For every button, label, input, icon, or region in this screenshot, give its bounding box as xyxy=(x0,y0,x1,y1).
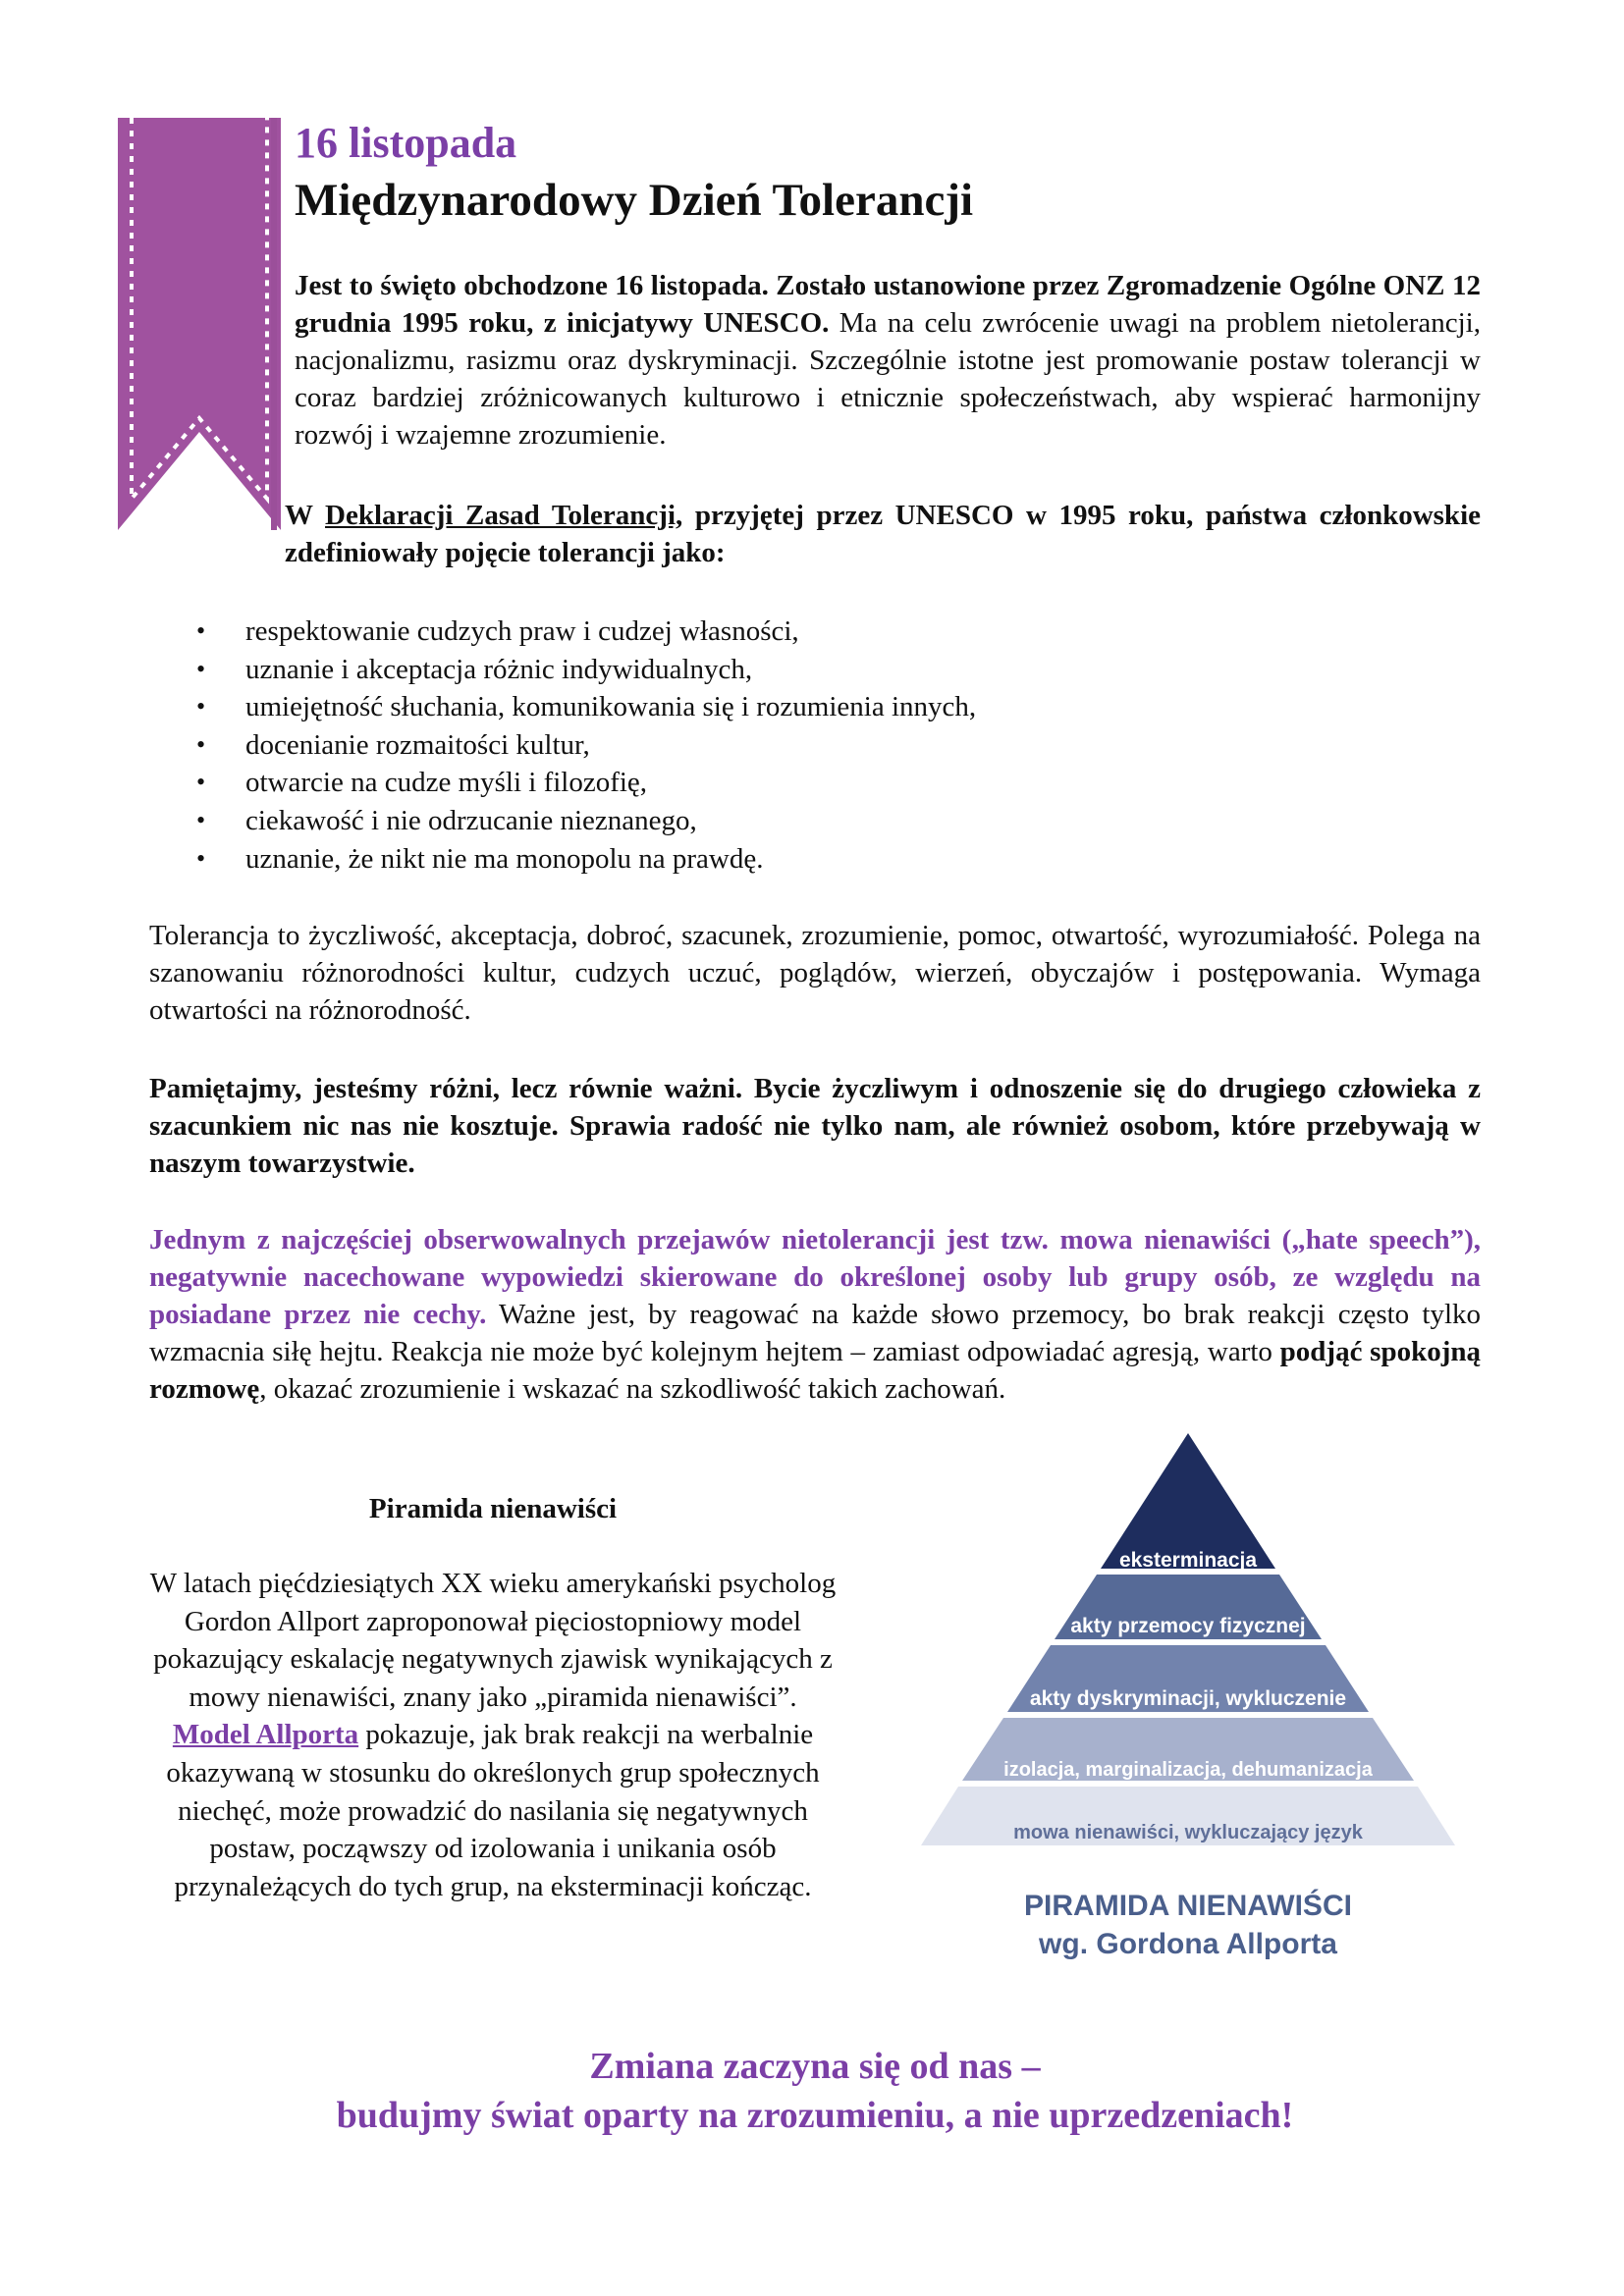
hate-speech-text-2: , okazać zrozumienie i wskazać na szkodliwość takich zachowań. xyxy=(259,1373,1006,1405)
hate-speech-paragraph xyxy=(149,1221,1481,1408)
pyramid-label-2: akty dyskryminacji, wykluczenie xyxy=(1029,1687,1347,1710)
intro-rest-text: Ma na celu zwrócenie uwagi na problem nietolerancji, nacjonalizmu, rasizmu oraz dyskryminacji. Szczególnie istotne jest promowanie postaw tolerancji w coraz bardziej zróżnicowanych kulturowo i etnicznie społeczeństwach, aby wspierać harmonijny rozwój i wzajemne zrozumienie. xyxy=(295,307,1481,451)
pyramid-description xyxy=(149,1565,837,1905)
allport-model-link[interactable]: Model Allporta xyxy=(172,1719,359,1751)
intro-bold-text: Jest to święto obchodzone 16 listopada. Zostało ustanowione przez Zgromadzenie Ogólne ONZ 12 grudnia 1995 roku, z inicjatywy UNESCO. xyxy=(295,270,1481,339)
list-item: • umiejętność słuchania, komunikowania się i rozumienia innych, xyxy=(196,688,976,726)
declaration-suffix: przyjętej przez UNESCO w 1995 roku, państwa członkowskie zdefiniowały pojęcie tolerancji jako: xyxy=(285,500,1481,568)
header xyxy=(295,116,973,230)
pyramid-text-1: W latach pięćdziesiątych XX wieku amerykański psycholog Gordon Allport zaproponował pięciostopniowy model pokazujący eskalację negatywnych zjawisk wynikających z mowy nienawiści, znany jako „piramida nienawiści”. xyxy=(149,1568,837,1713)
intro-paragraph xyxy=(295,267,1481,454)
closing-slogan xyxy=(149,2042,1481,2140)
pyramid-label-0: eksterminacja xyxy=(1118,1549,1258,1572)
list-item: • uznanie, że nikt nie ma monopolu na prawdę. xyxy=(196,840,976,879)
remember-paragraph: Pamiętajmy, jesteśmy różni, lecz równie ważni. Bycie życzliwym i odnoszenie się do drugiego człowieka z szacunkiem nic nas nie kosztuje. Sprawia radość nie tylko nam, ale również osobom, które przebywają w naszym towarzystwie. xyxy=(149,1073,1481,1179)
pyramid-caption-title: PIRAMIDA NIENAWIŚCI xyxy=(1024,1890,1352,1922)
list-item: • ciekawość i nie odrzucanie nieznanego, xyxy=(196,802,976,840)
list-item: • respektowanie cudzych praw i cudzej własności, xyxy=(196,613,976,651)
pyramid-caption-subtitle: wg. Gordona Allporta xyxy=(1039,1928,1337,1960)
list-item: • uznanie i akceptacja różnic indywidualnych, xyxy=(196,651,976,689)
pyramid-label-4: mowa nienawiści, wykluczający język xyxy=(1013,1822,1363,1843)
closing-line-2: budujmy świat oparty na zrozumieniu, a nie uprzedzeniach! xyxy=(336,2095,1294,2136)
closing-line-1: Zmiana zaczyna się od nas – xyxy=(589,2046,1041,2087)
declaration-link[interactable]: Deklaracji Zasad Tolerancji, xyxy=(325,500,683,531)
tolerance-paragraph: Tolerancja to życzliwość, akceptacja, dobroć, szacunek, zrozumienie, pomoc, otwartość, wyrozumiałość. Polega na szanowaniu różnorodności kultur, cudzych uczuć, poglądów, wierzeń, obyczajów i postępowania. Wymaga otwartości na różnorodność. xyxy=(149,920,1481,1026)
declaration-paragraph xyxy=(285,497,1481,571)
hate-pyramid-graphic xyxy=(864,1433,1512,1983)
list-item: • otwarcie na cudze myśli i filozofię, xyxy=(196,764,976,802)
list-item: • docenianie rozmaitości kultur, xyxy=(196,726,976,765)
pyramid-label-1: akty przemocy fizycznej xyxy=(1070,1615,1306,1637)
tolerance-definition-list xyxy=(196,613,976,878)
hate-speech-bold-text: podjąć spokojną rozmowę xyxy=(149,1336,1481,1405)
pyramid-label-3: izolacja, marginalizacja, dehumanizacja xyxy=(1003,1759,1373,1781)
pyramid-text-2: pokazuje, jak brak reakcji na werbalnie okazywaną w stosunku do określonych grup społecznych niechęć, może prowadzić do nasilania się negatywnych postaw, począwszy od izolowania i unikania osób przynależących do tych grup, na eksterminacji kończąc. xyxy=(166,1719,820,1902)
ribbon-edge-bar xyxy=(271,118,277,530)
hate-speech-purple-text: Jednym z najczęściej obserwowalnych przejawów nietolerancji jest tzw. mowa nienawiści („hate speech”), negatywnie nacechowane wypowiedzi skierowane do określonej osoby lub grupy osób, ze względu na posiadane przez nie cechy. xyxy=(149,1224,1481,1330)
page-title: Międzynarodowy Dzień Tolerancji xyxy=(295,175,974,226)
header-date: 16 listopada xyxy=(295,119,517,167)
declaration-prefix: W xyxy=(285,500,326,531)
pyramid-heading: Piramida nienawiści xyxy=(368,1493,618,1524)
hate-speech-text-1: Ważne jest, by reagować na każde słowo przemocy, bo brak reakcji często tylko wzmacnia siłę hejtu. Reakcja nie może być kolejnym hejtem – zamiast odpowiadać agresją, warto xyxy=(149,1299,1482,1367)
bookmark-ribbon-icon xyxy=(118,118,281,530)
